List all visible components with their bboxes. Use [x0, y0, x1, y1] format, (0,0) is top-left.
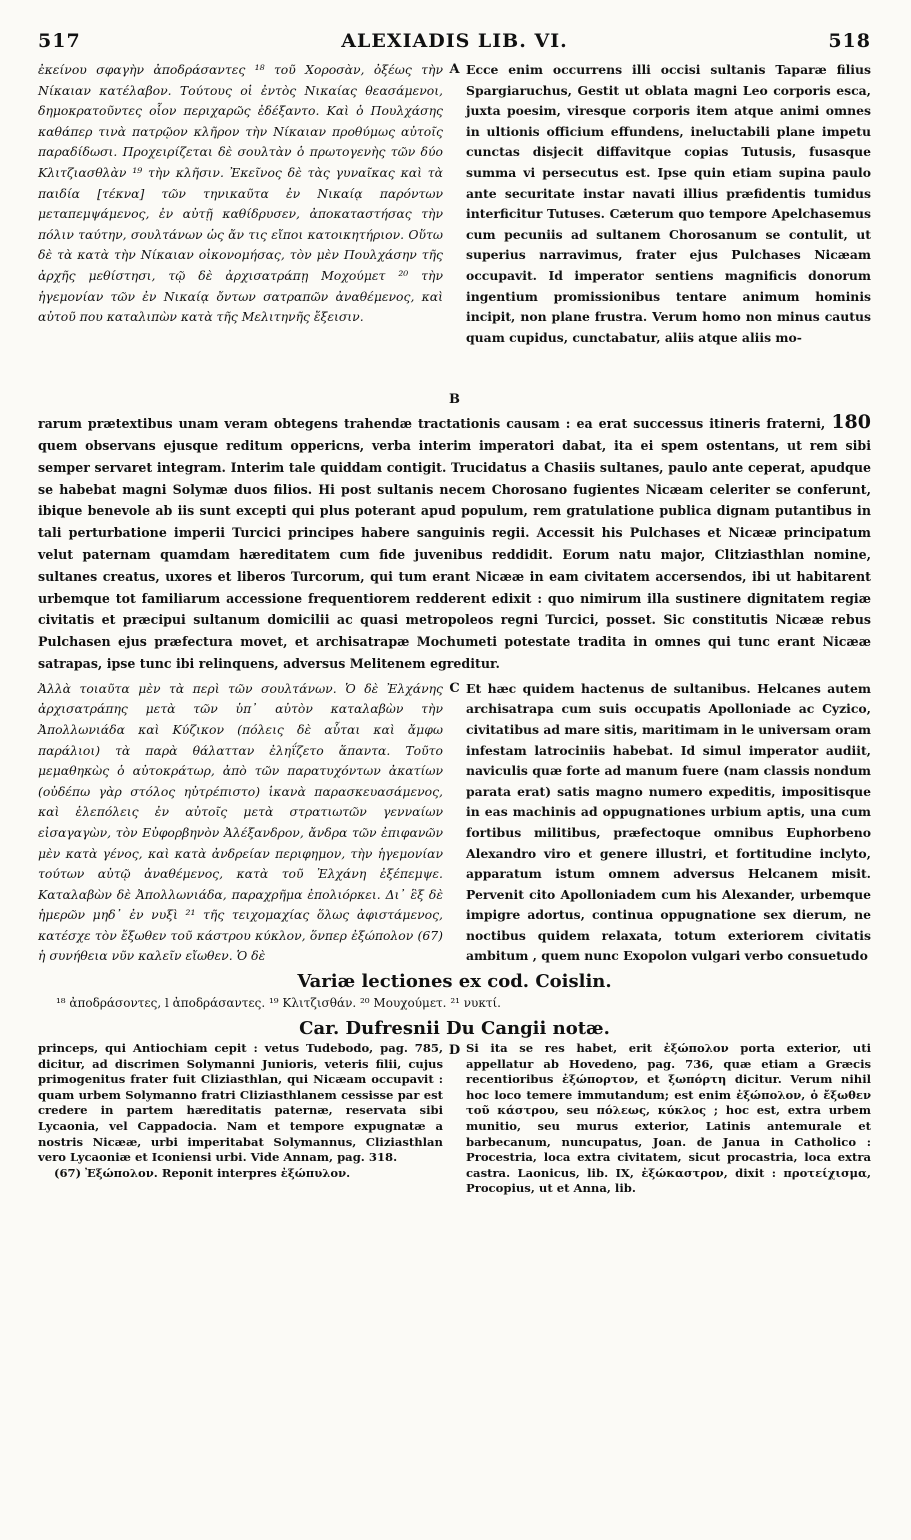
latin-text-1: Ecce enim occurrens illi occisi sultanis Taparæ filius Spargiaruchus, Gestit ut oblata magni Leo corporis esca, juxta poesim, viresque corporis item atque animi omnes in ultionis officium effundens, ineluctabili plane impetu cunctas disjecit diffavitque copias Tutusis, fusasque summa vi persecutus est. Ipse quin etiam supina paulo ante securitate instar navati illius præfidentis tumidus interficitur Tutuses. Cæterum quo tempore Apelchasemus cum pecuniis ad sultanem Chorosanum se contulit, ut superius narravimus, frater ejus Pulchases Nicæam occupavit. Id imperator sentiens magnificis donorum ingentium promissionibus tentare animum hominis incipit, non plane frustra. Verum homo non minus cautus quam cupidus, cunctabatur, aliis atque aliis mo-: [466, 62, 871, 345]
variants-heading: Variæ lectiones ex cod. Coislin.: [297, 971, 612, 993]
page-number-left: 517: [38, 30, 81, 52]
block-1: [38, 60, 871, 410]
notes-left: [38, 1041, 443, 1197]
running-head: [38, 30, 871, 60]
variants-text: ¹⁸ ἀποδράσοντες, l ἀποδράσαντες. ¹⁹ Κλιτζισθάν. ²⁰ Μουχούμετ. ²¹ νυκτί.: [56, 996, 501, 1011]
column-number: 180: [831, 411, 871, 434]
greek-column-2: [38, 679, 443, 967]
margin-marks-1: [444, 60, 466, 410]
full-width-latin: [38, 412, 871, 675]
marker-a: A: [449, 62, 460, 77]
notes: [38, 1041, 871, 1197]
greek-text-2: Ἀλλὰ τοιαῦτα μὲν τὰ περὶ τῶν σουλτάνων. Ὁ δὲ Ἐλχάνης ἀρχισατράπης μετὰ τῶν ὑπ᾽ αὐτὸν καταλαβὼν τὴν Ἀπολλωνιάδα καὶ Κύζικον (πόλεις δὲ αὗται καὶ ἄμφω παράλιοι) τὰ παρὰ θάλατταν ἐληΐζετο ἅπαντα. Τοῦτο μεμαθηκὼς ὁ αὐτοκράτωρ, ἀπὸ τῶν παρατυχόντων ἀκατίων (οὐδέπω γὰρ στόλος ηὐτρέπιστο) ἱκανὰ παρασκευασάμενος, καὶ ἑλεπόλεις ἐν αὐτοῖς μετὰ στρατιωτῶν γενναίων εἰσαγαγὼν, τὸν Εὐφορβηνὸν Ἀλέξανδρον, ἄνδρα τῶν ἐπιφανῶν μὲν κατὰ γένος, καὶ κατὰ ἀνδρείαν περιφημον, τὴν ἡγεμονίαν τούτων αὐτῷ ἀναθέμενος, κατὰ τοῦ Ἐλχάνη ἐξέπεμψε. Καταλαβὼν δὲ Ἀπολλωνιάδα, παραχρῆμα ἐπολιόρκει. Δι᾽ ἓξ δὲ ἡμερῶν μηδ᾽ ἐν νυξὶ ²¹ τῆς τειχομαχίας ὅλως ἀφιστάμενος, κατέσχε τὸν ἔξωθεν τοῦ κάστρου κύκλον, ὅνπερ ἐξώπολον (67) ἡ συνήθεια νῦν καλεῖν εἴωθεν. Ὁ δὲ: [38, 680, 443, 964]
marker-b: B: [449, 391, 460, 407]
notes-right: [466, 1041, 871, 1197]
marker-d: D: [448, 1043, 461, 1059]
page-number-right: 518: [828, 30, 871, 52]
latin-column-1: [466, 60, 871, 410]
note-right: Si ita se res habet, erit ἐξώπολον porta exterior, uti appellatur ab Hovedeno, pag. 736, quæ etiam a Græcis recentioribus ἐξώπορτον, et ξωπόρτη dicitur. Verum nihil hoc loco temere immutandum; est enim ἐξώπολον, ὁ ἔξωθεν τοῦ κάστρου, seu πόλεως, κύκλος ; hoc est, extra urbem munitio, seu murus exterior, Latinis antemurale et barbecanum, nuncupatus, Joan. de Janua in Catholico : Procestria, loca extra civitatem, sicut procastria, loca extra castra. Laonicus, lib. IX, ἐξώκαστρον, dixit : προτείχισμα, Procopius, ut et Anna, lib.: [466, 1041, 871, 1196]
notes-heading: Car. Dufresnii Du Cangii notæ.: [299, 1018, 610, 1040]
margin-marks-3: [444, 1041, 466, 1197]
note-left-1: princeps, qui Antiochiam cepit : vetus Tudebodo, pag. 785, dicitur, ad discrimen Solymanni Junioris, veteris filii, cujus primogenitus frater fuit Cliziasthlan, qui Nicæam occupavit : quam urbem Solymanno fratri Cliziasthlanem cessisse par est credere in partem hæreditatis paternæ, reservata sibi Lycaonia, vel Cappadocia. Nam et tempore expugnatæ a nostris Nicææ, urbi imperitabat Solymannus, Cliziasthlan vero Lycaoniæ et Iconiensi urbi. Vide Annam, pag. 318.: [38, 1041, 443, 1165]
full-text-pre: rarum prætextibus unam veram obtegens trahendæ tractationis causam : ea erat successus itineris fraterni,: [38, 416, 826, 432]
latin-text-2: Et hæc quidem hactenus de sultanibus. Helcanes autem archisatrapa cum suis occupatis Apolloniade ac Cyzico, civitatibus ad mare sitis, maritimam in le universam oram infestam latrociniis habebat. Id simul imperator audiit, naviculis quæ forte ad manum fuere (nam classis nondum parata erat) satis magno numero expeditis, impositisque in eas machinis ad oppugnationes urbium aptis, una cum fortibus militibus, præfectoque omnibus Euphorbeno Alexandro viro et genere illustri, et fortitudine inclyto, apparatum istum omnem adversus Helcanem misit. Pervenit cito Apolloniadem cum his Alexander, urbemque impigre adortus, continua oppugnatione sex dierum, ne noctibus quidem relaxata, totum exteriorem civitatis ambitum , quem nunc Exopolon vulgari verbo consuetudo: [466, 680, 871, 964]
marker-c: C: [449, 680, 460, 696]
note-left-2: (67) Ἐξώπολον. Reponit interpres ἐξώπυλον.: [54, 1165, 351, 1180]
block-2: [38, 679, 871, 967]
greek-text-1: ἐκείνου σφαγὴν ἀποδράσαντες ¹⁸ τοῦ Χοροσὰν, ὀξέως τὴν Νίκαιαν κατέλαβον. Τούτους οἱ ἐντὸς Νικαίας θεασάμενοι, δημοκρατοῦντες οἷον περιχαρῶς ἐδέξαντο. Καὶ ὁ Πουλχάσης καθάπερ τινὰ πατρῷον κλῆρον τὴν Νίκαιαν προθύμως αὐτοῖς παραδίδωσι. Προχειρίζεται δὲ σουλτὰν ὁ πρωτογενὴς τῶν δύο Κλιτζιασθλὰν ¹⁹ τὴν κλῆσιν. Ἐκεῖνος δὲ τὰς γυναῖκας καὶ τὰ παιδία [τέκνα] τῶν τηνικαῦτα ἐν Νικαίᾳ παρόντων μεταπεμψάμενος, ἐν αὐτῇ καθίδρυσεν, ἀποκαταστήσας τὴν πόλιν ταύτην, σουλτάνων ὡς ἄν τις εἴποι κατοικητήριον. Οὕτω δὲ τὰ κατὰ τὴν Νίκαιαν οἰκονομήσας, τὸν μὲν Πουλχάσην τῆς ἀρχῆς μεθίστησι, τῷ δὲ ἀρχισατράπῃ Μοχούμετ ²⁰ τὴν ἡγεμονίαν τῶν ἐν Νικαίᾳ ὄντων σατραπῶν ἀναθέμενος, καὶ αὐτοῦ που καταλιπὼν κατὰ τῆς Μελιτηνῆς ἔξεισιν.: [38, 62, 443, 325]
full-text-post: quem observans ejusque reditum oppericns, verba interim imperatori dabat, ita ei spem ostentans, ut rem sibi semper servaret integram. Interim tale quiddam contigit. Trucidatus a Chasiis sultanes, paulo ante ceperat, apudque se habebat magni Solymæ duos filios. Hi post sultanis necem Chorosano fugientes Nicæam celeriter se conferunt, ibique benevole ab iis sunt excepti qui plus poterant apud populum, rem gratulatione publica dignam putantibus in tali perturbatione imperii Turcici principes habere sanguinis regii. Accessit his Pulchases et Nicææ principatum velut paternam quamdam hæreditatem cum fide juvenibus reddidit. Eorum natu major, Clitziasthlan nomine, sultanes creatus, uxores et liberos Turcorum, qui tum erant Nicææ in eam civitatem accersendos, ibi ut habitarent urbemque tot familiarum accessione frequentiorem redderent edixit : quo nimirum illa sustinere dignitatem regiæ civitatis et præcipui sultanum domicilii ac quasi metropoleos regni Turcici, posset. Sic constitutis Nicææ rebus Pulchasen ejus præfectura movet, et archisatrapæ Mochumeti potestate tradita in omnes qui tunc erant Nicææ satrapas, ipse tunc ibi relinquens, adversus Melitenem egreditur.: [38, 437, 871, 671]
latin-column-2: [466, 679, 871, 967]
running-title: ALEXIADIS LIB. VI.: [341, 30, 568, 52]
margin-marks-2: [444, 679, 466, 967]
greek-column-1: [38, 60, 443, 410]
